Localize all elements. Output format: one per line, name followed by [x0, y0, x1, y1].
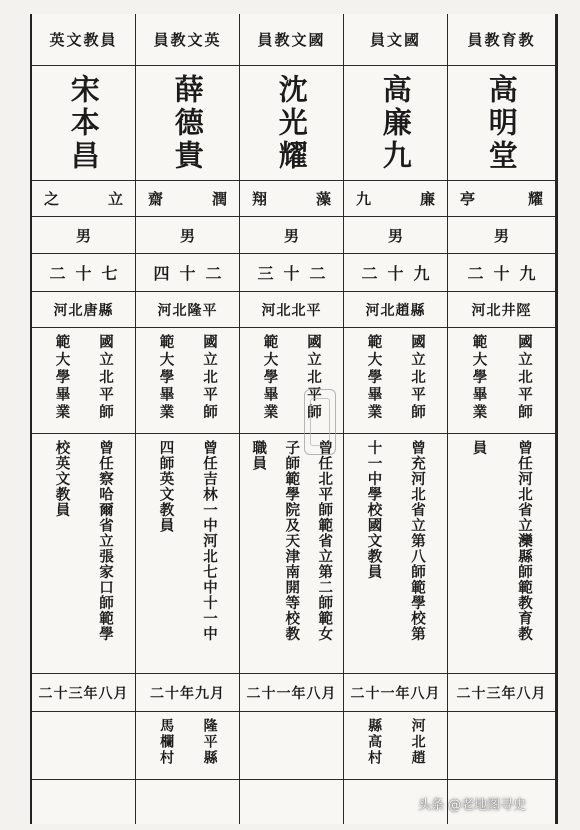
education: 國立北平師 範大學畢業: [344, 328, 447, 434]
courtesy-name: 齋 潤: [136, 181, 239, 217]
native-place: 河北北平: [240, 292, 343, 328]
position-title: 員教文國: [240, 14, 343, 66]
staff-name-cell: [32, 66, 135, 181]
gender: 男: [240, 217, 343, 254]
education: 國立北平師 範大學畢業: [136, 328, 239, 434]
staff-name-cell: [448, 66, 555, 181]
position-title: 員教育教: [448, 14, 555, 66]
address: [448, 712, 555, 780]
native-place: 河北隆平: [136, 292, 239, 328]
appointment-date: 二十年九月: [136, 674, 239, 712]
appointment-date: 二十一年八月: [344, 674, 447, 712]
gender: 男: [448, 217, 555, 254]
staff-name: 高廉九: [378, 73, 413, 173]
gender: 男: [136, 217, 239, 254]
education: 國立北平師 範大學畢業: [448, 328, 555, 434]
address: 隆平縣 馬欄村: [136, 712, 239, 780]
courtesy-name: 之 立: [32, 181, 135, 217]
faint-seal-stamp: [304, 389, 336, 455]
staff-column: [136, 14, 240, 824]
staff-name: 薛德貴: [170, 73, 205, 173]
experience: 曾任吉林一中河北七中十一中 四師英文教員: [136, 434, 239, 674]
appointment-date: 二十三年八月: [32, 674, 135, 712]
courtesy-name: 亭 耀: [448, 181, 555, 217]
staff-name: 高明堂: [484, 73, 519, 173]
native-place: 河北唐縣: [32, 292, 135, 328]
staff-name-cell: [344, 66, 447, 181]
gender: 男: [344, 217, 447, 254]
blank-cell: [136, 780, 239, 824]
courtesy-name: 翔 藻: [240, 181, 343, 217]
staff-name: 沈光耀: [274, 73, 309, 173]
position-title: 員文國: [344, 14, 447, 66]
blank-cell: [32, 780, 135, 824]
experience: 曾任河北省立灤縣師範教育教 員: [448, 434, 555, 674]
address: [240, 712, 343, 780]
experience: 曾任察哈爾省立張家口師範學 校英文教員: [32, 434, 135, 674]
gender: 男: [32, 217, 135, 254]
staff-name: 宋本昌: [66, 73, 101, 173]
age: 二十七: [32, 254, 135, 292]
watermark: 头条 @老地图寻史: [418, 798, 527, 813]
courtesy-name: 九 廉: [344, 181, 447, 217]
staff-column: [32, 14, 136, 824]
staff-column: [344, 14, 448, 824]
roster-sheet: [30, 14, 558, 824]
age: 二十九: [448, 254, 555, 292]
experience: 曾任北平師範省立第二師範女 子師範學院及天津南開等校教 職員: [240, 434, 343, 674]
position-title: 員教文英: [136, 14, 239, 66]
position-title: 英文教員: [32, 14, 135, 66]
address: [32, 712, 135, 780]
education: 國立北平師 範大學畢業: [32, 328, 135, 434]
address: 河北趙 縣高村: [344, 712, 447, 780]
experience: 曾充河北省立第八師範學校第 十一中學校國文教員: [344, 434, 447, 674]
staff-name-cell: [240, 66, 343, 181]
blank-cell: [240, 780, 343, 824]
appointment-date: 二十三年八月: [448, 674, 555, 712]
age: 二十九: [344, 254, 447, 292]
age: 三十二: [240, 254, 343, 292]
native-place: 河北井陘: [448, 292, 555, 328]
appointment-date: 二十一年八月: [240, 674, 343, 712]
staff-name-cell: [136, 66, 239, 181]
staff-column: [448, 14, 556, 824]
education: 國立北平師 範大學畢業: [240, 328, 343, 434]
native-place: 河北趙縣: [344, 292, 447, 328]
age: 四十二: [136, 254, 239, 292]
